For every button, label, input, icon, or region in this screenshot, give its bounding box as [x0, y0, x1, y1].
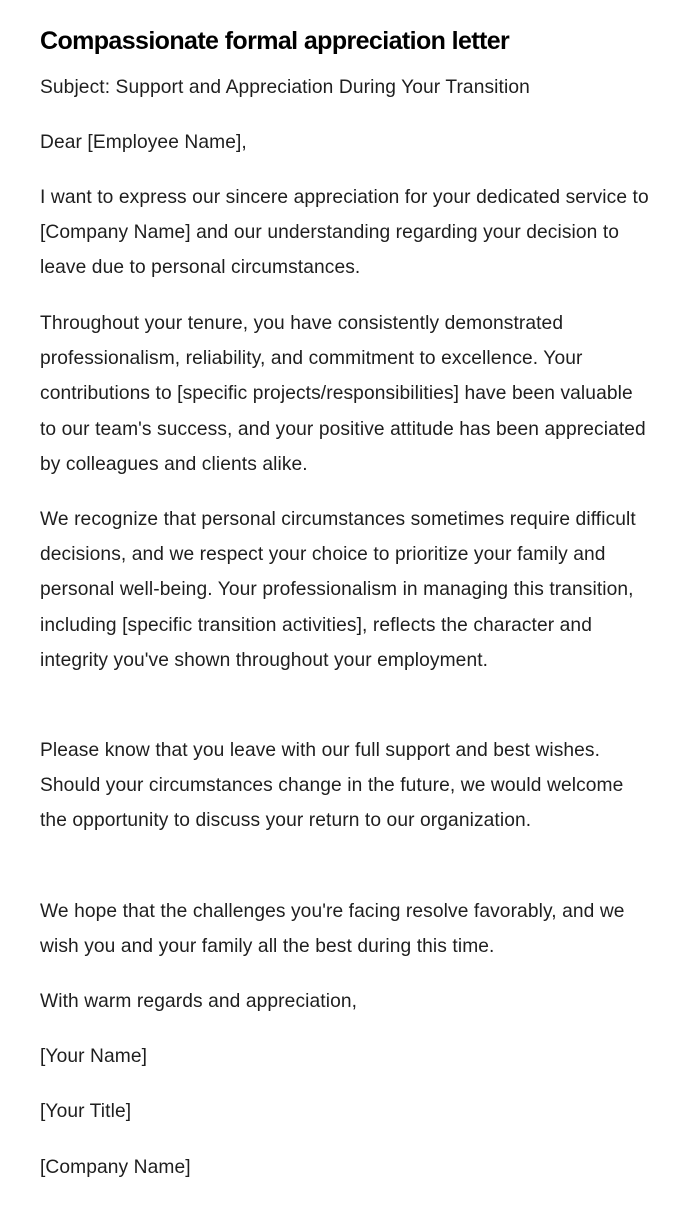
signature-name: [Your Name]: [40, 1046, 148, 1067]
closing: With warm regards and appreciation,: [40, 991, 358, 1012]
document-title: Compassionate formal appreciation letter: [40, 27, 510, 55]
paragraph-recognition: We recognize that personal circumstances sometimes require difficult decisions, and we respect your choice to prioritize your family and personal well-being. Your professionalism in managing this transition, including [specific transition activities], reflects the character and integrity you've shown throughout your employment.: [40, 509, 636, 671]
signature-title: [Your Title]: [40, 1101, 132, 1122]
paragraph-support: Please know that you leave with our full support and best wishes. Should your circumstances change in the future, we would welcome the opportunity to discuss your return to our organization.: [40, 740, 624, 832]
salutation: Dear [Employee Name],: [40, 132, 247, 153]
signature-company: [Company Name]: [40, 1157, 191, 1178]
paragraph-wishes: We hope that the challenges you're facing resolve favorably, and we wish you and your family all the best during this time.: [40, 901, 625, 958]
paragraph-appreciation: I want to express our sincere appreciation for your dedicated service to [Company Name] and our understanding regarding your decision to leave due to personal circumstances.: [40, 187, 649, 279]
subject-line: Subject: Support and Appreciation During Your Transition: [40, 77, 530, 98]
paragraph-tenure: Throughout your tenure, you have consistently demonstrated professionalism, reliability, and commitment to excellence. Your contributions to [specific projects/responsibilities] have been valuable to our team's success, and your positive attitude has been appreciated by colleagues and clients alike.: [40, 313, 646, 475]
